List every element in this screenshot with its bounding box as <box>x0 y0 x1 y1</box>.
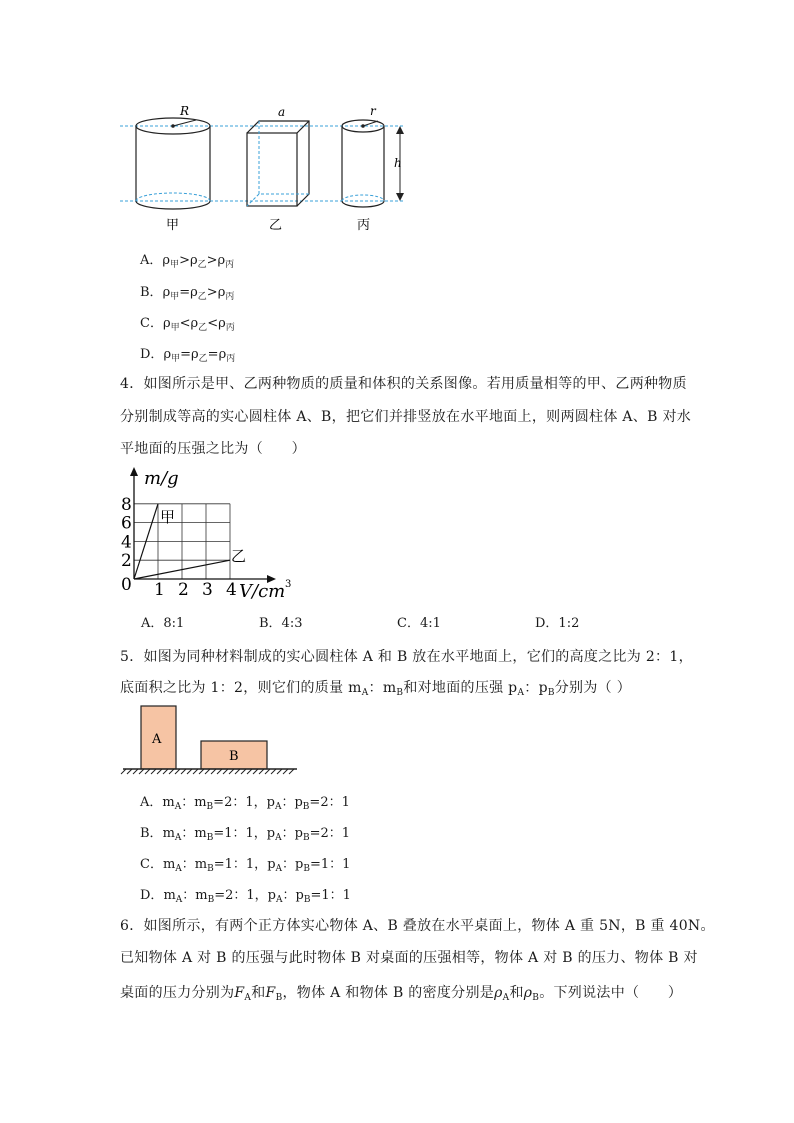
hatch-stroke <box>265 769 270 774</box>
x-tick-label: 4 <box>226 580 237 600</box>
x-tick-label: 1 <box>154 580 165 600</box>
y-tick-label: 4 <box>121 532 132 553</box>
q3-option-a[interactable]: A．$\rho_甲>\rho_乙>\rho_丙$ <box>140 253 235 270</box>
q5-line-1: 5．如图为同种材料制成的实心圆柱体 A 和 B 放在水平地面上，它们的高度之比为 2：1， <box>120 649 693 665</box>
hatch-stroke <box>199 769 204 774</box>
cylinder-bing <box>342 120 384 207</box>
series-label-yi: 乙 <box>231 547 247 566</box>
label-R: R <box>180 104 190 118</box>
q4-option-a[interactable]: A．8:1 <box>141 616 185 631</box>
hatch-stroke <box>283 769 288 774</box>
label-h: h <box>394 156 402 170</box>
caption-jia: 甲 <box>166 218 180 233</box>
block-a-label: A <box>152 732 162 747</box>
hatch-stroke <box>139 769 144 774</box>
q5-line-2: 底面积之比为 1：2，则它们的质量 $m_A$：$m_B$和对地面的压强 $p_A$：$p_B$分别为（ ） <box>120 680 631 698</box>
q4-line-1: 4．如图所示是甲、乙两种物质的质量和体积的关系图像。若用质量相等的甲、乙两种物质 <box>120 376 687 392</box>
hatch-stroke <box>241 769 246 774</box>
hatch-stroke <box>253 769 258 774</box>
hatch-stroke <box>289 769 294 774</box>
ground-hatching <box>121 769 294 774</box>
series-label-jia: 甲 <box>160 507 176 526</box>
x-axis-label-sup: 3 <box>285 579 292 590</box>
q4-option-d[interactable]: D．1:2 <box>535 616 580 631</box>
hatch-stroke <box>217 769 222 774</box>
cylinder-jia <box>136 118 210 209</box>
figure-blocks-ab <box>120 703 300 775</box>
q4-option-c[interactable]: C．4:1 <box>397 616 441 631</box>
hatch-stroke <box>133 769 138 774</box>
q6-line-2: 已知物体 A 对 B 的压强与此时物体 B 对桌面的压强相等，物体 A 对 B 的压力、物体 B 对 <box>120 950 698 966</box>
q5-option-b[interactable]: B．$m_A$：$m_B=1$：1，$p_A$：$p_B=2$：1 <box>140 826 351 843</box>
label-r: r <box>370 104 376 118</box>
q4-line-2: 分别制成等高的实心圆柱体 A、B，把它们并排竖放在水平地面上，则两圆柱体 A、B 对水 <box>120 409 692 425</box>
q3-option-d[interactable]: D．$\rho_甲=\rho_乙=\rho_丙$ <box>140 347 236 364</box>
hatch-stroke <box>121 769 126 774</box>
x-axis-label: V/cm <box>239 581 286 602</box>
hatch-stroke <box>145 769 150 774</box>
y-axis-label: m/g <box>144 468 179 489</box>
figure-three-solids <box>100 95 430 240</box>
q6-line-3: 桌面的压力分别为$F_A$和$F_B$，物体 A 和物体 B 的密度分别是$\rho_A$和$\rho_B$。下列说法中（ ） <box>120 985 683 1003</box>
q5-option-a[interactable]: A．$m_A$：$m_B=2$：1，$p_A$：$p_B=2$：1 <box>140 795 350 812</box>
hatch-stroke <box>229 769 234 774</box>
cuboid-yi <box>247 121 309 206</box>
q4-option-b[interactable]: B．4:3 <box>259 616 303 631</box>
hatch-stroke <box>271 769 276 774</box>
q5-option-c[interactable]: C．$m_A$：$m_B=1$：1，$p_A$：$p_B=1$：1 <box>140 857 351 874</box>
q4-line-3: 平地面的压强之比为（ ） <box>120 441 306 457</box>
hatch-stroke <box>175 769 180 774</box>
q6-line-1: 6．如图所示，有两个正方体实心物体 A、B 叠放在水平桌面上，物体 A 重 5N，B 重 40N。 <box>120 918 715 934</box>
x-tick-label: 3 <box>202 580 213 600</box>
hatch-stroke <box>247 769 252 774</box>
hatch-stroke <box>169 769 174 774</box>
q5-option-d[interactable]: D．$m_A$：$m_B=2$：1，$p_A$：$p_B=1$：1 <box>140 888 351 905</box>
y-tick-label: 6 <box>121 513 132 534</box>
x-tick-label: 2 <box>178 580 189 600</box>
label-a: a <box>278 105 286 119</box>
origin-label: 0 <box>121 575 132 595</box>
hatch-stroke <box>181 769 186 774</box>
hatch-stroke <box>259 769 264 774</box>
q3-option-c[interactable]: C．$\rho_甲<\rho_乙<\rho_丙$ <box>140 316 235 333</box>
hatch-stroke <box>211 769 216 774</box>
caption-yi: 乙 <box>269 218 283 233</box>
hatch-stroke <box>193 769 198 774</box>
caption-bing: 丙 <box>357 218 371 233</box>
mass-volume-chart <box>118 462 298 602</box>
hatch-stroke <box>277 769 282 774</box>
y-axis-arrow <box>130 467 138 476</box>
hatch-stroke <box>151 769 156 774</box>
hatch-stroke <box>235 769 240 774</box>
hatch-stroke <box>127 769 132 774</box>
q3-option-b[interactable]: B．$\rho_甲=\rho_乙>\rho_丙$ <box>140 285 235 302</box>
hatch-stroke <box>223 769 228 774</box>
block-b-label: B <box>229 749 239 764</box>
y-tick-label: 8 <box>121 494 132 515</box>
hatch-stroke <box>157 769 162 774</box>
hatch-stroke <box>163 769 168 774</box>
hatch-stroke <box>205 769 210 774</box>
y-tick-label: 2 <box>121 551 132 572</box>
hatch-stroke <box>187 769 192 774</box>
